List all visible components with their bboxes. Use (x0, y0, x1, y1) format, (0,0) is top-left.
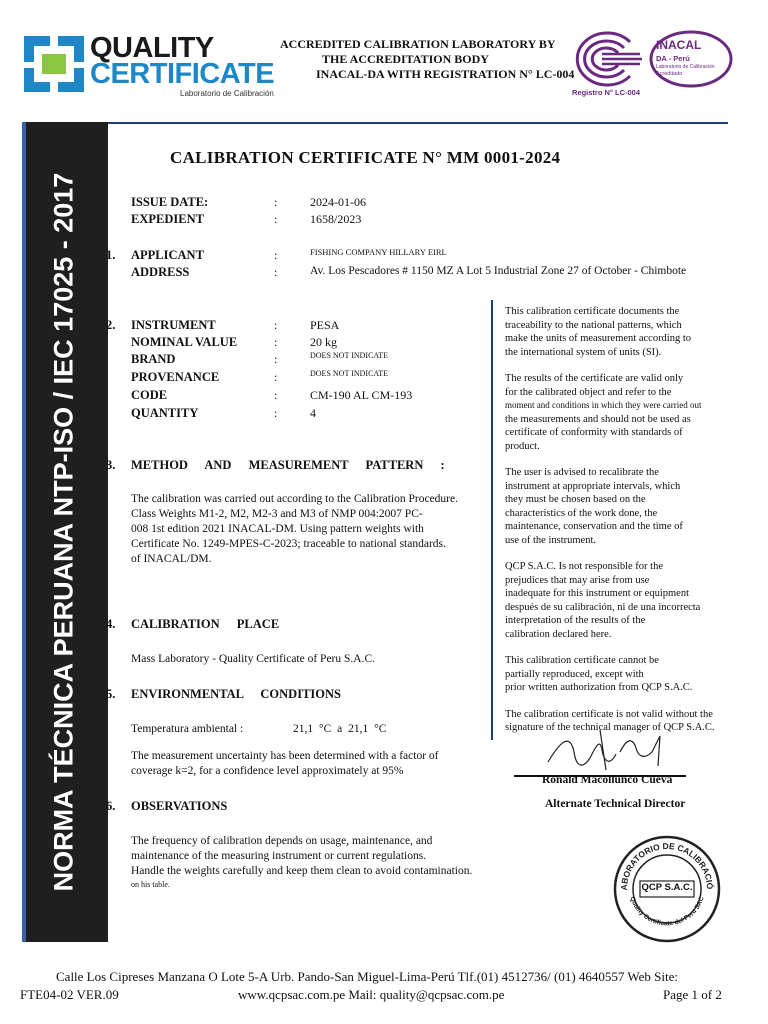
colon: : (274, 248, 278, 262)
code-value: CM-190 AL CM-193 (310, 388, 413, 402)
company-logo (22, 34, 282, 100)
side-note-p4 (505, 560, 727, 641)
signer-role: Alternate Technical Director (545, 798, 686, 810)
header-divider (100, 122, 728, 124)
expedient-value: 1658/2023 (310, 212, 362, 226)
section-number: 3. (106, 458, 116, 472)
column-divider (491, 300, 493, 740)
side-note-p2 (505, 372, 727, 453)
registro-arcs-icon (560, 28, 655, 90)
method-heading: METHOD AND MEASUREMENT PATTERN : (131, 458, 445, 472)
logo-line1: QUALITY (90, 32, 214, 64)
accreditation-block (280, 37, 580, 82)
side-note-line: maintenance, conservation and the time of (505, 521, 683, 532)
uncertainty-line: The measurement uncertainty has been determined with a factor of (131, 750, 439, 762)
signer-name: Ronald Macollunco Cueva (542, 774, 673, 786)
colon: : (274, 195, 278, 209)
registro-logo (560, 28, 655, 100)
side-note-p1 (505, 305, 727, 359)
environment-heading: ENVIRONMENTAL CONDITIONS (131, 687, 341, 701)
issue-date-label: ISSUE DATE: (131, 195, 209, 209)
side-note-line: inadequate for this instrument or equipment (505, 588, 689, 599)
code-label: CODE (131, 388, 168, 402)
side-note-line: the international system of units (SI). (505, 346, 662, 358)
observation-line: Handle the weights carefully and keep them clean to avoid contamination. (131, 865, 473, 877)
colon: : (274, 370, 278, 384)
side-note-line: certificate of conformity with standards of (505, 427, 683, 438)
certificate-title: CALIBRATION CERTIFICATE N° MM 0001-2024 (170, 148, 561, 167)
temperature-label: Temperatura ambiental : (131, 723, 244, 735)
laboratory-seal (612, 834, 722, 944)
side-note-line: The user is advised to recalibrate the (505, 467, 659, 478)
method-line: 008 1st edition 2021 INACAL-DM. Using pattern weights with (131, 523, 424, 535)
side-note-line: This calibration certificate cannot be (505, 655, 659, 666)
side-note-line: they must be chosen based on the (505, 494, 646, 505)
seal-bottom-text: Quality Certificate del Peru SAC (628, 895, 706, 928)
accreditation-line: THE ACCREDITATION BODY (322, 52, 489, 66)
accreditation-line: INACAL-DA WITH REGISTRATION N° LC-004 (316, 67, 575, 81)
side-note-line: calibration declared here. (505, 628, 612, 640)
instrument-value: PESA (310, 318, 340, 332)
side-note-line: The results of the certificate are valid only (505, 373, 684, 384)
temperature-value: 21,1 °C a 21,1 °C (293, 723, 387, 735)
address-value: Av. Los Pescadores # 1150 MZ A Lot 5 Industrial Zone 27 of October - Chimbote (310, 265, 687, 277)
logo-line2: CERTIFICATE (90, 58, 275, 90)
registro-label: Registro N° LC-004 (572, 88, 641, 97)
method-line: Certificate No. 1249-MPES-C-2023; traceable to national standards. (131, 538, 446, 550)
provenance-value: DOES NOT INDICATE (310, 369, 389, 378)
address-label: ADDRESS (131, 265, 190, 279)
side-note-line: the measurements and should not be used as (505, 413, 691, 425)
colon: : (274, 212, 278, 226)
side-note-line: characteristics of the work done, the (505, 507, 658, 519)
footer-contact: www.qcpsac.com.pe Mail: quality@qcpsac.com.pe (238, 987, 505, 1002)
inacal-title: INACAL (656, 38, 702, 52)
instrument-label: INSTRUMENT (131, 318, 216, 332)
uncertainty-paragraph (131, 749, 503, 779)
side-notes (505, 305, 727, 735)
calibration-place-heading: CALIBRATION PLACE (131, 617, 280, 631)
quantity-label: QUANTITY (131, 406, 199, 420)
side-note-line: partially reproduced, except with (505, 668, 644, 680)
colon: : (274, 265, 278, 279)
side-note-line: for the calibrated object and refer to the (505, 386, 672, 398)
uncertainty-line: coverage k=2, for a confidence level approximately at 95% (131, 765, 404, 777)
colon: : (274, 406, 278, 420)
sidebar-accent (22, 122, 26, 942)
footer-address: Calle Los Cipreses Manzana O Lote 5-A Urb. Pando-San Miguel-Lima-Perú Tlf.(01) 4512736/ (01) 4640557 Web Site: (56, 969, 679, 984)
expedient-label: EXPEDIENT (131, 212, 204, 226)
logo-subtitle: Laboratorio de Calibración (180, 89, 274, 98)
method-line: of INACAL/DM. (131, 553, 212, 565)
brand-label: BRAND (131, 352, 176, 366)
inacal-logo (648, 30, 734, 88)
section-number: 6. (106, 799, 116, 813)
side-note-line: después de su calibración, ni de una incorrecta (505, 601, 701, 613)
inacal-sub2: Laboratorio de Calibración (656, 64, 715, 70)
observation-line: maintenance of the measuring instrument or current regulations. (131, 850, 427, 862)
section-number: 2. (106, 318, 116, 332)
side-note-line: prejudices that may arise from use (505, 574, 650, 586)
brand-value: DOES NOT INDICATE (310, 351, 389, 360)
nominal-value: 20 kg (310, 335, 337, 349)
observation-small: on his table. (131, 880, 170, 889)
sidebar-standard-text: NORMA TÉCNICA PERUANA NTP-ISO / IEC 17025 - 2017 (48, 172, 79, 892)
inacal-sub1: DA - Perú (656, 54, 690, 63)
quantity-value: 4 (310, 406, 316, 420)
page-number: Page 1 of 2 (663, 987, 722, 1002)
side-note-line: signature of the technical manager of QCP S.A.C. (505, 722, 715, 733)
side-note-line: instrument at appropriate intervals, which (505, 480, 681, 492)
method-line: Class Weights M1-2, M2, M2-3 and M3 of NMP 004:2007 PC- (131, 508, 423, 520)
issue-date-value: 2024-01-06 (310, 195, 366, 209)
colon: : (274, 352, 278, 366)
seal-center-text: QCP S.A.C. (641, 882, 693, 893)
accreditation-line: ACCREDITED CALIBRATION LABORATORY BY (280, 37, 556, 51)
side-note-line: use of the instrument. (505, 534, 596, 546)
applicant-label: APPLICANT (131, 248, 204, 262)
side-note-p3 (505, 466, 727, 547)
section-number: 4. (106, 617, 116, 631)
method-paragraph (131, 492, 503, 567)
applicant-value: FISHING COMPANY HILLARY EIRL (310, 247, 447, 257)
side-note-line: This calibration certificate documents the (505, 306, 680, 317)
observation-line: The frequency of calibration depends on usage, maintenance, and (131, 835, 433, 847)
seal-ring-text: ABORATORIO DE CALIBRACIÓ (618, 840, 716, 891)
calibration-place-text: Mass Laboratory - Quality Certificate of Peru S.A.C. (131, 653, 375, 665)
section-number: 1. (106, 248, 116, 262)
observations-heading: OBSERVATIONS (131, 799, 228, 813)
form-code: FTE04-02 VER.09 (20, 987, 119, 1002)
provenance-label: PROVENANCE (131, 370, 220, 384)
side-note-line: prior written authorization from QCP S.A.C. (505, 682, 693, 693)
side-note-line: moment and conditions in which they were carried out (505, 400, 702, 410)
section-number: 5. (106, 687, 116, 701)
side-note-line: product. (505, 440, 540, 452)
side-note-line: make the units of measurement according to (505, 333, 692, 344)
colon: : (274, 335, 278, 349)
side-note-line: The calibration certificate is not valid without the (505, 708, 713, 720)
observations-paragraph (131, 834, 503, 890)
side-note-p5 (505, 654, 727, 695)
side-note-line: QCP S.A.C. Is not responsible for the (505, 561, 663, 572)
colon: : (274, 318, 278, 332)
logo-mark-icon (22, 34, 86, 94)
colon: : (274, 388, 278, 402)
nominal-value-label: NOMINAL VALUE (131, 335, 238, 349)
signature-icon (540, 722, 690, 778)
inacal-sub3: Acreditado (656, 71, 683, 77)
method-line: The calibration was carried out according to the Calibration Procedure. (131, 493, 458, 505)
side-note-line: interpretation of the results of the (505, 615, 646, 626)
svg-text:Quality Certificate del Peru S (628, 895, 705, 927)
side-note-line: traceability to the national patterns, which (505, 319, 682, 331)
